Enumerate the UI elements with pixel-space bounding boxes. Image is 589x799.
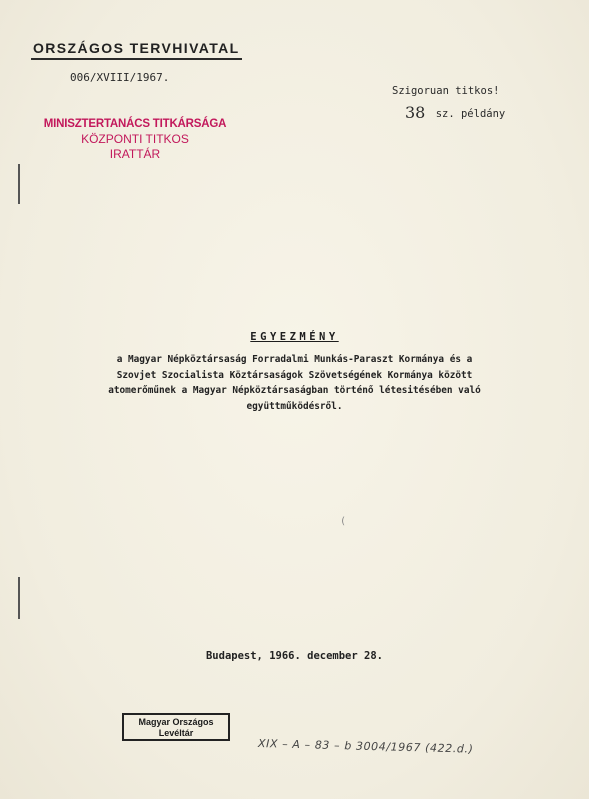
copy-suffix: sz. példány <box>435 108 506 120</box>
copy-number-line <box>405 103 505 122</box>
binding-hole-mark-top <box>18 164 20 204</box>
copy-number: 38 <box>405 103 426 122</box>
binding-hole-mark-bottom <box>18 577 20 619</box>
stamp-line-2: KÖZPONTI TITKOS <box>81 132 189 146</box>
stray-mark: ( <box>340 516 347 527</box>
stamp-line-3: IRATTÁR <box>109 147 161 161</box>
classification-label: Szigoruan titkos! <box>392 85 500 97</box>
archive-stamp-line-2: Levéltár <box>158 728 194 738</box>
handwritten-reference-note: XIX – A – 83 – b 3004/1967 (422.d.) <box>257 737 474 756</box>
file-number: 006/XVIII/1967. <box>70 71 170 84</box>
body-line-4: együttműködésről. <box>246 400 343 412</box>
issuing-office-title: ORSZÁGOS TERVHIVATAL <box>33 40 240 56</box>
secret-archive-stamp <box>40 117 230 162</box>
body-line-2: Szovjet Szocialista Köztársaságok Szövetségének Kormánya között <box>116 369 473 381</box>
document-body <box>45 352 544 414</box>
title-underline <box>31 58 242 60</box>
stamp-line-1: MINISZTERTANÁCS TITKÁRSÁGA <box>43 118 227 130</box>
body-line-3: atomerőműnek a Magyar Népköztársaságban történő létesitésében való <box>108 385 481 396</box>
archive-stamp-line-1: Magyar Országos <box>138 717 214 727</box>
place-and-date: Budapest, 1966. december 28. <box>205 650 383 662</box>
document-heading: EGYEZMÉNY <box>250 331 339 343</box>
body-line-1: a Magyar Népköztársaság Forradalmi Munkás-Paraszt Kormánya és a <box>116 354 473 365</box>
national-archive-stamp <box>122 713 230 741</box>
